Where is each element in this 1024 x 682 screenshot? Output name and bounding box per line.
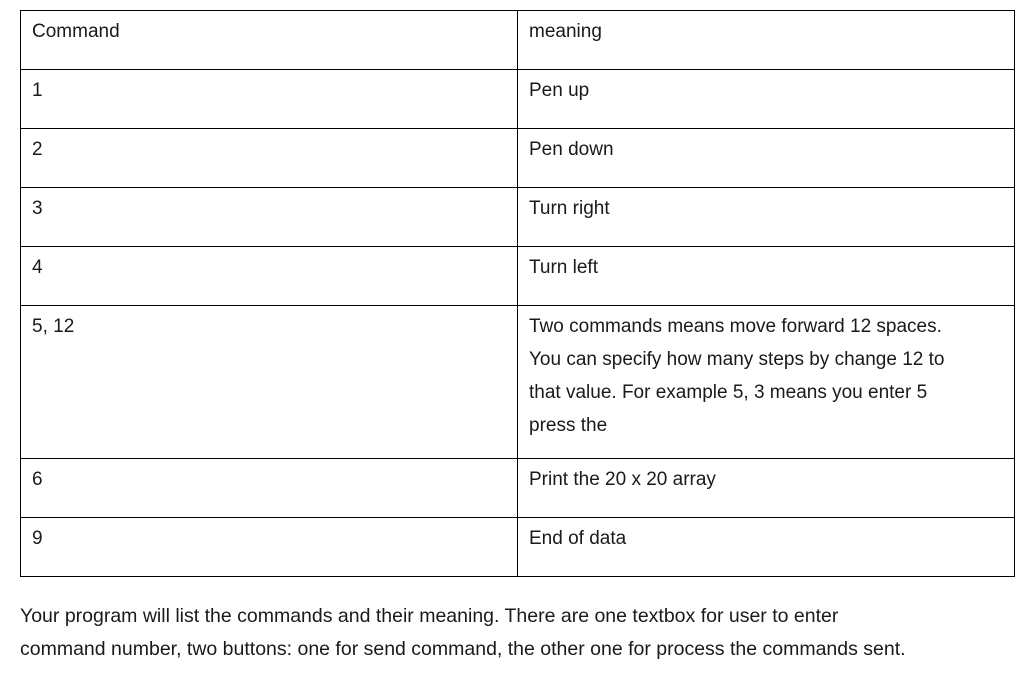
meaning-cell: Pen down bbox=[518, 129, 1015, 188]
table-row bbox=[21, 306, 1015, 459]
header-command: Command bbox=[21, 11, 518, 70]
description-line: Your program will list the commands and their meaning. There are one textbox for user to enter bbox=[20, 605, 839, 627]
command-cell: 3 bbox=[21, 188, 518, 247]
meaning-line: Two commands means move forward 12 spaces. bbox=[529, 316, 942, 337]
command-cell: 9 bbox=[21, 518, 518, 577]
description-line: command number, two buttons: one for send command, the other one for process the commands sent. bbox=[20, 638, 906, 660]
command-cell: 4 bbox=[21, 247, 518, 306]
table-header-row bbox=[21, 11, 1015, 70]
command-cell: 2 bbox=[21, 129, 518, 188]
table-row bbox=[21, 459, 1015, 518]
meaning-line: press the bbox=[529, 415, 608, 436]
table-row bbox=[21, 518, 1015, 577]
meaning-cell: Print the 20 x 20 array bbox=[518, 459, 1015, 518]
table-row bbox=[21, 188, 1015, 247]
meaning-cell: Pen up bbox=[518, 70, 1015, 129]
meaning-cell bbox=[518, 306, 1015, 459]
command-table bbox=[20, 10, 1015, 577]
meaning-line: that value. For example 5, 3 means you enter 5 bbox=[529, 382, 928, 403]
meaning-cell: Turn right bbox=[518, 188, 1015, 247]
header-meaning: meaning bbox=[518, 11, 1015, 70]
command-cell: 1 bbox=[21, 70, 518, 129]
command-cell: 5, 12 bbox=[21, 306, 518, 459]
meaning-cell: End of data bbox=[518, 518, 1015, 577]
description-paragraph bbox=[20, 600, 1014, 666]
meaning-cell: Turn left bbox=[518, 247, 1015, 306]
meaning-line: You can specify how many steps by change 12 to bbox=[529, 349, 945, 370]
command-cell: 6 bbox=[21, 459, 518, 518]
table-row bbox=[21, 129, 1015, 188]
table-row bbox=[21, 247, 1015, 306]
table-row bbox=[21, 70, 1015, 129]
